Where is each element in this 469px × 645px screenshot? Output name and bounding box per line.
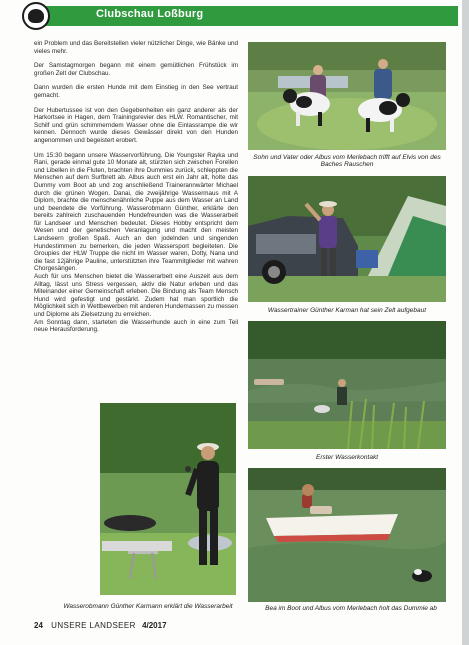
photo-caption: Wassertrainer Günther Karman hat sein Zelt aufgebaut	[267, 307, 427, 314]
photo-boat-dummy	[248, 468, 446, 602]
page-footer	[34, 621, 167, 630]
article-paragraph: Der Hubertussee ist von den Gegebenheiten ein ganz anderer als der Harkortsee in Hagen, dem Trainingsrevier des HLW. Romantischer, mit Schilf und grün schimmerndem Wasser ohne die Einlassrampe die wir kennen. Dennoch wurde dieses Gewässer direkt von den Hunden angenommen und begeistert erobert.	[34, 106, 238, 144]
issue-number: 4/2017	[142, 621, 167, 630]
article-paragraph: Dann wurden die ersten Hunde mit dem Einstieg in den See vertraut gemacht.	[34, 84, 238, 99]
photo-wasserobmann	[100, 403, 236, 595]
photo-caption: Bea im Boot und Albus vom Merlebach holt das Dummie ab	[265, 605, 437, 612]
photo-dogs-and-owners	[248, 42, 446, 150]
article-paragraph: ein Problem und das Bereitstellen vieler nützlicher Dinge, wie Bänke und vieles mehr.	[34, 40, 238, 55]
page-edge-shadow	[462, 0, 469, 645]
article-paragraph: Am Sonntag dann, starteten die Wasserhunde auch in eine zum Teil neue Herausforderung.	[34, 318, 238, 334]
header-bar	[0, 0, 469, 30]
article-paragraph: Auch für uns Menschen bietet die Wasserarbeit eine Auszeit aus dem Alltag, lässt uns Stress vergessen, aktiv die Natur erleben und das Miteinander einer Gemeinschaft erleben. Die Bindung als Team Mensch Hund wird gefestigt und gestärkt. Zudem hat man sportlich die Möglichkeit sich in Wettbewerben mit anderen Hundemassen zu messen und Diplome als Zielsetzung zu erreichen.	[34, 273, 238, 318]
photo-caption: Sohn und Vater oder Albus vom Merlebach trifft auf Elvis von des Baches Rauschen	[253, 154, 441, 168]
photo-trainer-tent	[248, 176, 446, 302]
section-title: Clubschau Loßburg	[96, 8, 204, 20]
article-paragraph: Um 15:30 begann unsere Wasservorführung. Die Youngster Rayka und Rani, gerade einmal gute 10 Monate alt, stürzten sich zwischen Forellen und Libellen in die Fluten, brachten ihre Dummies zurück, schleppten die Menschen auf dem Surfbrett ab. Albus auch erst ein Jahr alt, holte das Dummy vom Boot ab und zog anschließend Trainerannwärter Michael durch die grünen Wogen. Danai, die zweijährige Wassermaus mit A Diplom, brachte die menschenähnliche Puppe aus dem Wasser an Land und beendete die Vorführung. Wasserobmann Günther, erklärte den bereits zahlreich zuschauenden Hundefreunden was die Wasserarbeit für Landseer und Menschen bedeutet. Dieses Hobby entspricht dem Wesen und der genetischen Veranlagung und macht den meisten Landseern großen Spaß. Auch an den jodelnden und singenden Hundestimmen zu bemerken, die jeden Wassersport begleiteten. Die Groupies der HLW Truppe die nicht im Wasser waren, Dotty, Nana und die fast 12jährige Pauline, unterstützten ihre Teammitglieder mit wahren Chorgesängen.	[34, 151, 238, 273]
photo-water-contact	[248, 321, 446, 449]
page-number: 24	[34, 621, 43, 630]
article-paragraph: Der Samstagmorgen begann mit einem gemütlichen Frühstück im großen Zelt der Clubschau.	[34, 62, 238, 77]
photo-caption: Wasserobmann Günther Karmann erklärt die Wasserarbeit	[63, 603, 233, 610]
magazine-name: UNSERE LANDSEER	[51, 621, 136, 630]
photo-caption: Erster Wasserkontakt	[315, 454, 378, 461]
article-text	[34, 40, 238, 341]
club-logo-icon	[22, 2, 50, 30]
